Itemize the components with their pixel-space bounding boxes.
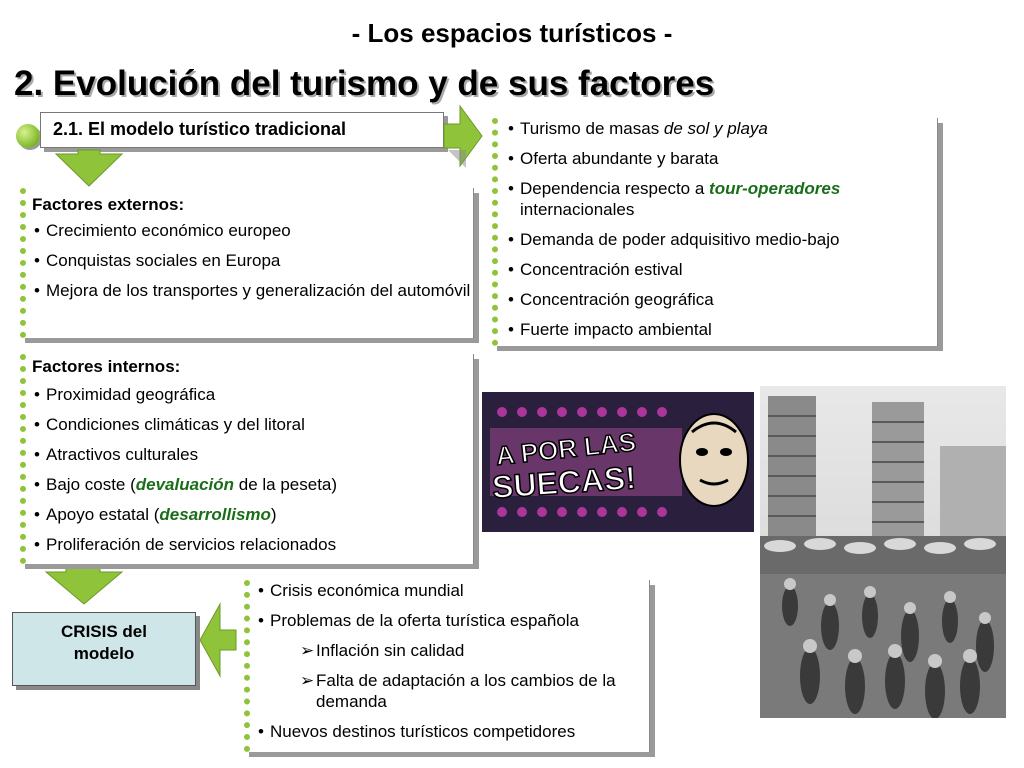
bullet-icon: • (258, 722, 264, 741)
down-arrow-icon (46, 566, 122, 604)
list-item (506, 118, 937, 139)
list-item (32, 474, 473, 495)
list-item-text: internacionales (520, 200, 635, 219)
bullet-icon: • (508, 260, 514, 279)
list-item-text: Inflación sin calidad (316, 641, 465, 660)
list-item (32, 444, 473, 465)
list-item (506, 178, 937, 220)
right-arrow-icon (444, 106, 482, 168)
list-item-text: Falta de adaptación a los cambios de la demanda (316, 671, 616, 711)
bullet-icon: • (508, 149, 514, 168)
bullet-icon: • (34, 221, 40, 240)
bullet-icon: • (258, 581, 264, 600)
crisis-causes-box (244, 580, 650, 752)
poster-text-line2: SUECAS! (490, 459, 638, 506)
bullet-icon: • (508, 119, 514, 138)
arrow-bullet-icon: ➢ (300, 671, 315, 690)
bullet-icon: • (508, 179, 514, 198)
list-item (32, 384, 473, 405)
bullet-icon: • (508, 290, 514, 309)
emphasized-term: de sol y playa (663, 119, 768, 138)
list-item (32, 220, 473, 241)
list-item-text: Mejora de los transportes y generalización del automóvil (46, 281, 471, 300)
list-item-text: Turismo de masas (520, 119, 664, 138)
bullet-icon: • (34, 415, 40, 434)
internal-factors-heading: Factores internos: (32, 357, 181, 376)
list-item-text: Demanda de poder adquisitivo medio-bajo (520, 230, 840, 249)
list-item-text: Dependencia respecto a (520, 179, 710, 198)
slide-title: 2. Evolución del turismo y de sus factores (14, 64, 715, 103)
list-item (506, 148, 937, 169)
list-item-text: Fuerte impacto ambiental (520, 320, 712, 339)
list-item (32, 280, 473, 301)
internal-factors-list (32, 384, 473, 555)
internal-factors-box (20, 354, 474, 564)
list-item (32, 504, 473, 525)
list-item (256, 640, 649, 661)
bullet-icon: • (34, 535, 40, 554)
emphasized-term: tour-operadores (709, 179, 841, 198)
emphasized-term: devaluación (135, 475, 235, 494)
list-item-text: Nuevos destinos turísticos competidores (270, 722, 576, 741)
list-item-text: Oferta abundante y barata (520, 149, 719, 168)
list-item-text: Crisis económica mundial (270, 581, 464, 600)
external-factors-box (20, 188, 474, 338)
list-item (256, 580, 649, 601)
list-item (32, 534, 473, 555)
list-item (506, 229, 937, 250)
bullet-icon: • (34, 251, 40, 270)
slide-subtitle: - Los espacios turísticos - (351, 18, 673, 48)
bullet-icon: • (34, 445, 40, 464)
list-item-text: de la peseta) (234, 475, 338, 494)
list-item-text: Proximidad geográfica (46, 385, 216, 404)
list-item-text: Apoyo estatal ( (46, 505, 160, 524)
list-item-text: Conquistas sociales en Europa (46, 251, 281, 270)
list-item-text: Bajo coste ( (46, 475, 136, 494)
list-item-text: Concentración estival (520, 260, 683, 279)
bullet-icon: • (34, 281, 40, 300)
bullet-icon: • (258, 611, 264, 630)
external-factors-list (32, 220, 473, 301)
section-heading: 2.1. El modelo turístico tradicional (53, 119, 347, 139)
list-item (506, 259, 937, 280)
poster-image (482, 392, 754, 532)
list-item-text: Atractivos culturales (46, 445, 199, 464)
bullet-icon: • (508, 320, 514, 339)
beach-photo (760, 386, 1006, 718)
characteristics-list (506, 118, 937, 340)
list-item-text: ) (270, 505, 277, 524)
list-item (506, 289, 937, 310)
crisis-causes-list (256, 580, 649, 742)
bullet-icon: • (34, 385, 40, 404)
crisis-label-line2: modelo (73, 644, 135, 663)
list-item (32, 250, 473, 271)
list-item (256, 670, 649, 712)
bullet-icon: • (34, 475, 40, 494)
list-item (32, 414, 473, 435)
external-factors-heading: Factores externos: (32, 195, 185, 214)
bullet-icon: • (34, 505, 40, 524)
poster-text-line1: A POR LAS (494, 426, 638, 471)
down-arrow-icon (56, 150, 122, 186)
left-arrow-icon (200, 604, 236, 676)
list-item-text: Proliferación de servicios relacionados (46, 535, 337, 554)
list-item (506, 319, 937, 340)
list-item-text: Condiciones climáticas y del litoral (46, 415, 305, 434)
characteristics-box (492, 118, 938, 346)
list-item-text: Problemas de la oferta turística española (270, 611, 580, 630)
list-item-text: Concentración geográfica (520, 290, 714, 309)
list-item-text: Crecimiento económico europeo (46, 221, 291, 240)
arrow-bullet-icon: ➢ (300, 641, 315, 660)
list-item (256, 721, 649, 742)
list-item (256, 610, 649, 631)
emphasized-term: desarrollismo (159, 505, 271, 524)
crisis-label-box (12, 612, 196, 686)
bullet-icon: • (508, 230, 514, 249)
crisis-label-line1: CRISIS del (61, 622, 147, 641)
